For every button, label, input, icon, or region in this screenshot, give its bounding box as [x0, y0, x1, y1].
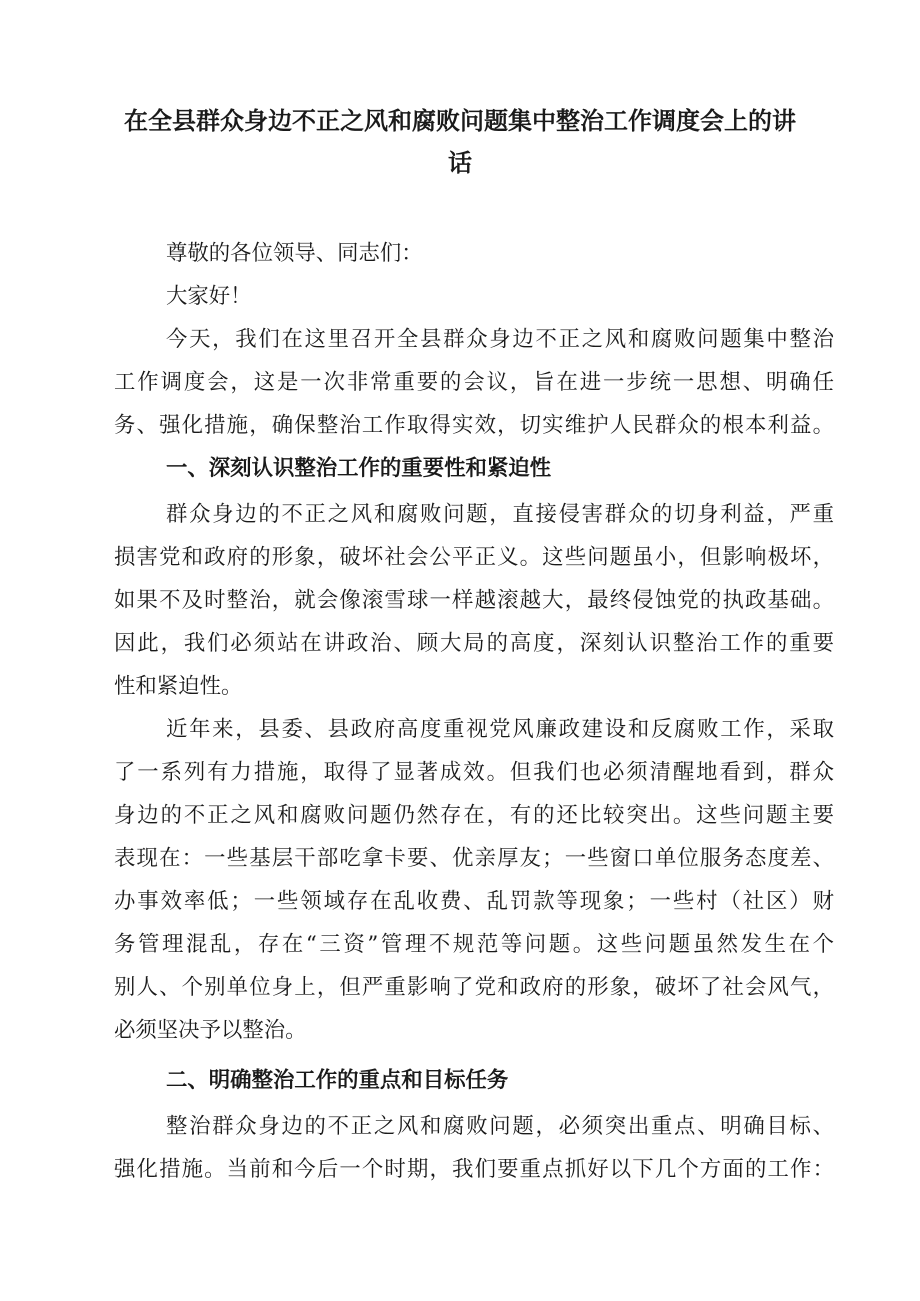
section-2-para-1-line: 整治群众身边的不正之风和腐败问题，必须突出重点、明确目标、: [166, 1114, 834, 1139]
section-1-para-2-line: 了一系列有力措施，取得了显著成效。但我们也必须清醒地看到，群众: [114, 760, 834, 785]
section-1-para-2-line: 身边的不正之风和腐败问题仍然存在，有的还比较突出。这些问题主要: [114, 803, 834, 828]
intro-line: 工作调度会，这是一次非常重要的会议，旨在进一步统一思想、明确任: [114, 370, 834, 395]
document-title-line-2: 话: [448, 149, 472, 177]
section-1-heading: 一、深刻认识整治工作的重要性和紧迫性: [166, 456, 552, 481]
section-1-para-2-line: 务管理混乱，存在“三资”管理不规范等问题。这些问题虽然发生在个: [114, 932, 834, 957]
section-1-para-2-line: 表现在：一些基层干部吃拿卡要、优亲厚友；一些窗口单位服务态度差、: [114, 846, 834, 871]
section-1-para-1-line: 如果不及时整治，就会像滚雪球一样越滚越大，最终侵蚀党的执政基础。: [114, 588, 834, 613]
intro-line: 今天，我们在这里召开全县群众身边不正之风和腐败问题集中整治: [166, 327, 834, 352]
section-1-para-1-line: 损害党和政府的形象，破坏社会公平正义。这些问题虽小，但影响极坏，: [114, 545, 834, 570]
section-1-para-1-line: 性和紧迫性。: [114, 674, 243, 699]
salutation: 尊敬的各位领导、同志们：: [166, 241, 423, 266]
section-1-para-2-line: 别人、个别单位身上，但严重影响了党和政府的形象，破坏了社会风气，: [114, 975, 834, 1000]
greeting: 大家好！: [166, 284, 252, 309]
section-1-para-2-line: 必须坚决予以整治。: [114, 1018, 307, 1043]
document-title-line-1: 在全县群众身边不正之风和腐败问题集中整治工作调度会上的讲: [124, 107, 796, 135]
section-1-para-2-line: 近年来，县委、县政府高度重视党风廉政建设和反腐败工作，采取: [166, 717, 834, 742]
intro-line: 务、强化措施，确保整治工作取得实效，切实维护人民群众的根本利益。: [114, 413, 834, 438]
section-2-para-1-line: 强化措施。当前和今后一个时期，我们要重点抓好以下几个方面的工作：: [114, 1157, 834, 1182]
section-1-para-2-line: 办事效率低；一些领域存在乱收费、乱罚款等现象；一些村（社区）财: [114, 889, 834, 914]
section-2-heading: 二、明确整治工作的重点和目标任务: [166, 1068, 509, 1093]
section-1-para-1-line: 因此，我们必须站在讲政治、顾大局的高度，深刻认识整治工作的重要: [114, 631, 834, 656]
section-1-para-1-line: 群众身边的不正之风和腐败问题，直接侵害群众的切身利益，严重: [166, 502, 834, 527]
